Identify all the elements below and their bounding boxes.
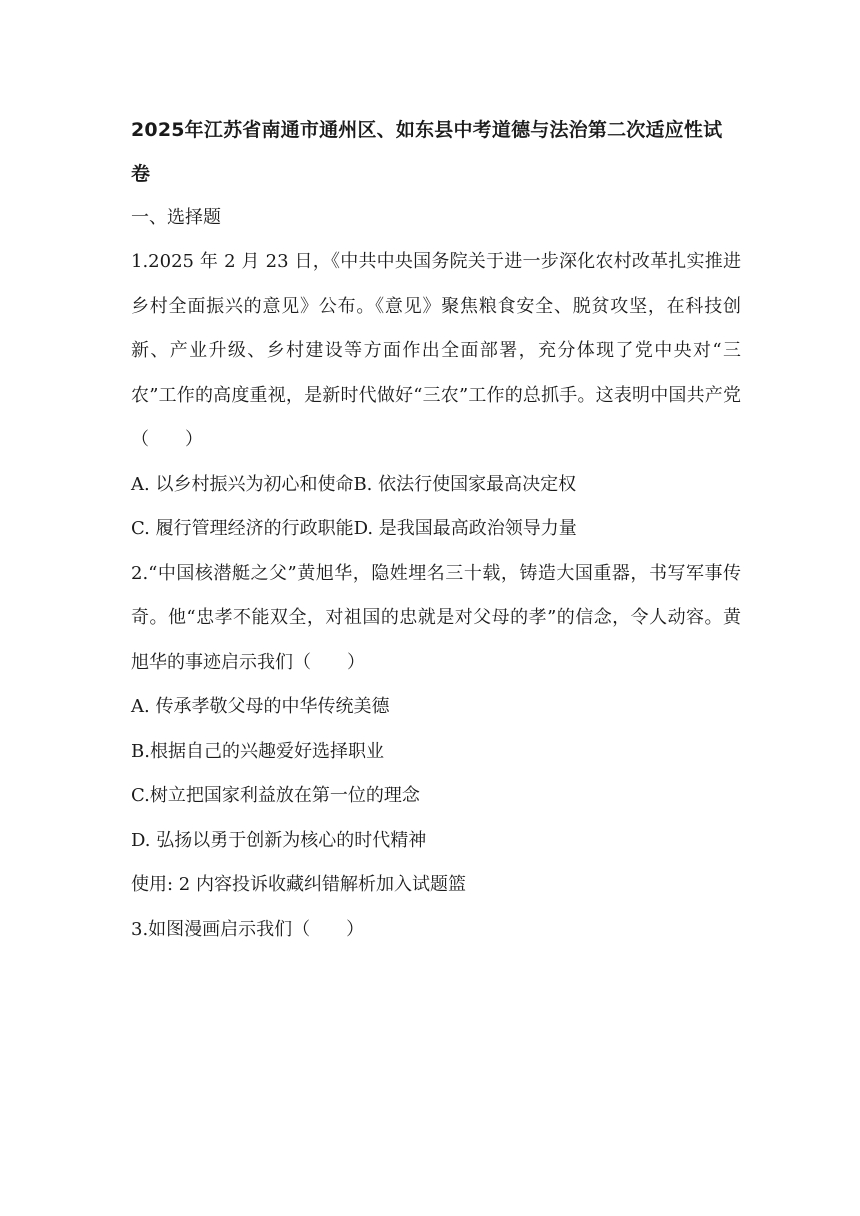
question-2 [131, 552, 741, 908]
option-b: B.根据自己的兴趣爱好选择职业 [131, 740, 384, 762]
option-c: C.树立把国家利益放在第一位的理念 [131, 785, 420, 806]
document-content [131, 108, 741, 952]
option-a: A. 传承孝敬父母的中华传统美德 [131, 696, 390, 717]
option-d: D. 是我国最高政治领导力量 [353, 518, 577, 539]
question-3 [131, 908, 741, 953]
question-stem: 1.2025 年 2 月 23 日，《中共中央国务院关于进一步深化农村改革扎实推进乡村全面振兴的意见》公布。《意见》聚焦粮食安全、脱贫攻坚，在科技创新、产业升级、乡村建设等方面作出全面部署，充分体现了党中央对“三农”工作的高度重视，是新时代做好“三农”工作的总抓手。这表明中国共产党（ ） [131, 251, 741, 450]
option-b: B. 依法行使国家最高决定权 [353, 473, 577, 495]
question-stem: 2.“中国核潜艇之父”黄旭华，隐姓埋名三十载，铸造大国重器，书写军事传奇。他“忠孝不能双全，对祖国的忠就是对父母的孝”的信念，令人动容。黄旭华的事迹启示我们（ ） [131, 562, 741, 673]
option-d: D. 弘扬以勇于创新为核心的时代精神 [131, 829, 427, 851]
document-title: 2025年江苏省南通市通州区、如东县中考道德与法治第二次适应性试卷 [131, 119, 723, 185]
question-stem: 3.如图漫画启示我们（ ） [131, 918, 365, 940]
option-row [131, 507, 741, 552]
option-row [131, 463, 741, 508]
option-c: C. 履行管理经济的行政职能 [131, 518, 354, 539]
section-heading: 一、选择题 [131, 207, 221, 228]
option-a: A. 以乡村振兴为初心和使命 [131, 473, 354, 495]
question-1 [131, 240, 741, 552]
usage-line: 使用: 2 内容投诉收藏纠错解析加入试题篮 [131, 874, 466, 895]
